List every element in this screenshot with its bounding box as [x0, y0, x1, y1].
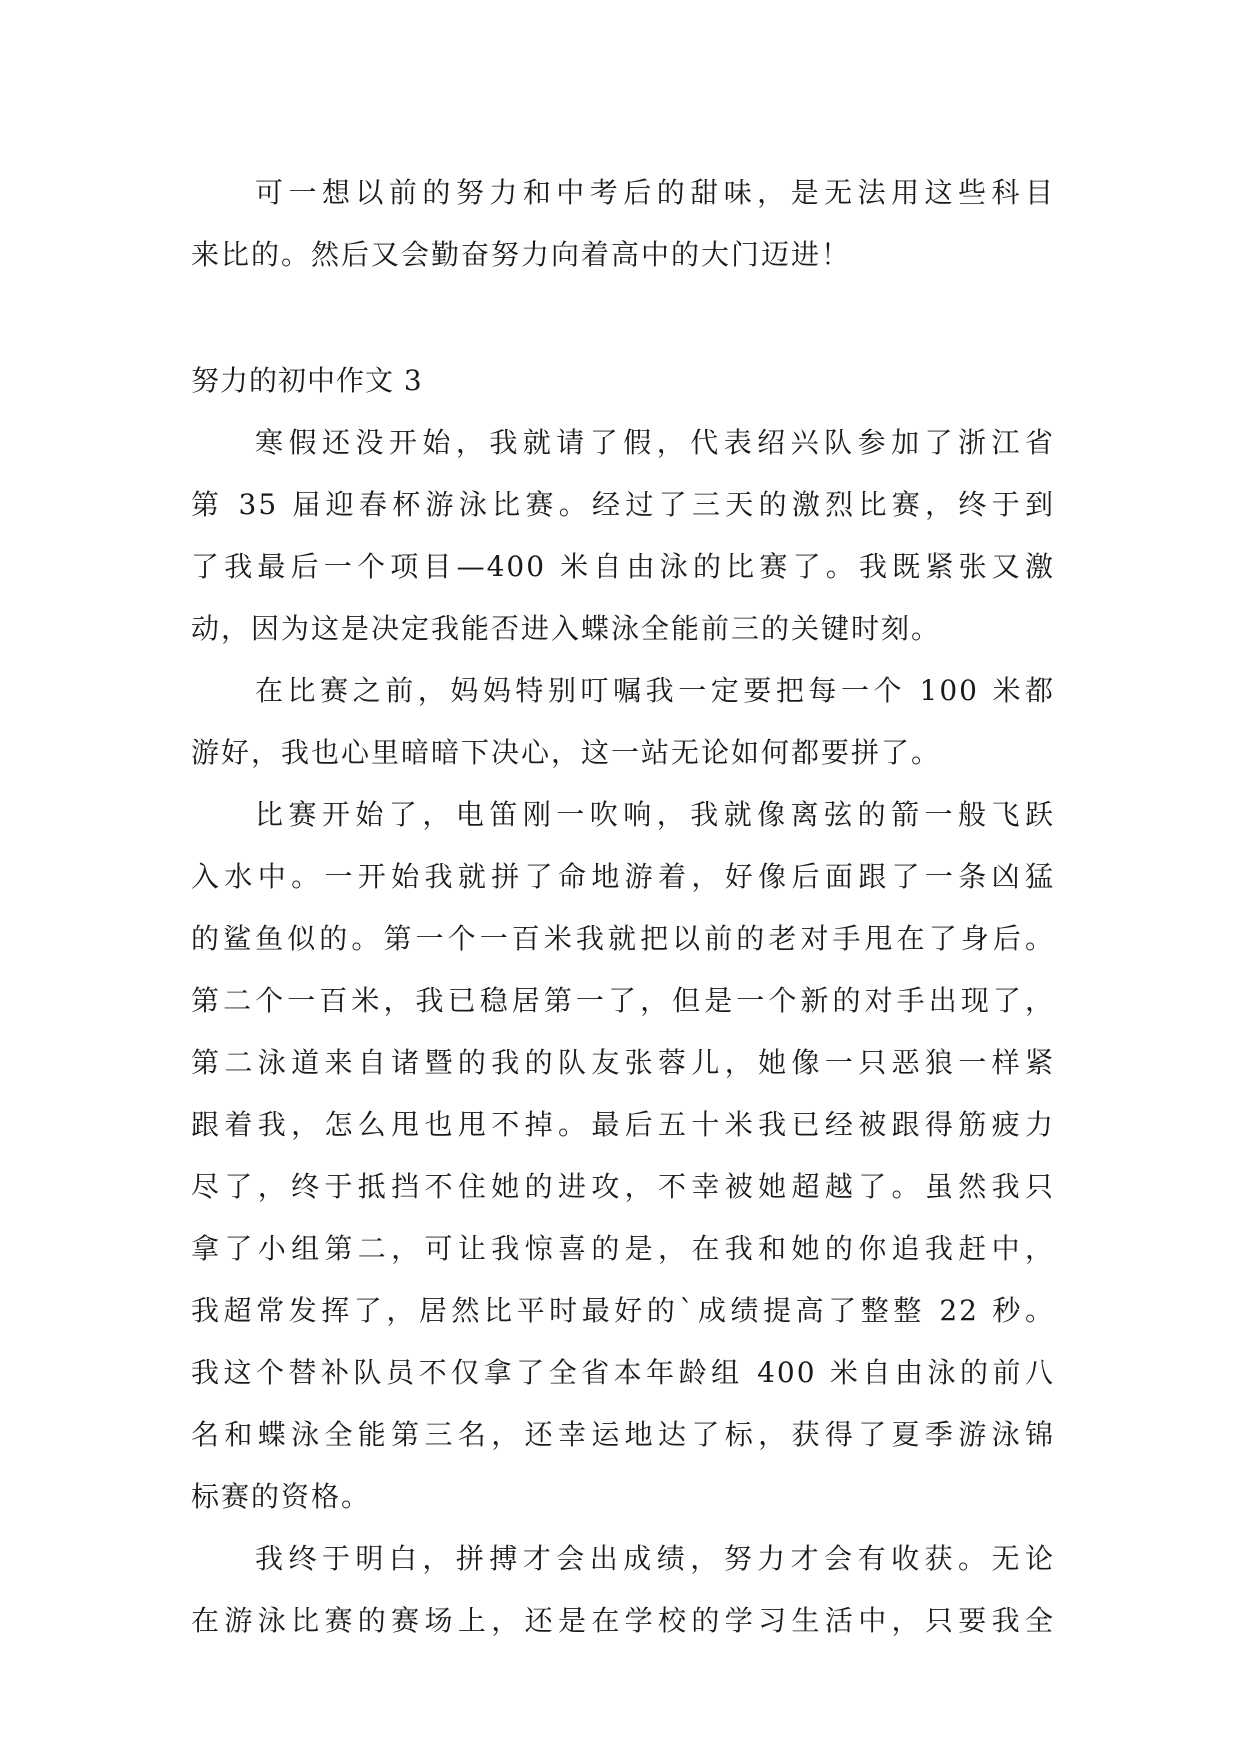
text-line: 在游泳比赛的赛场上，还是在学校的学习生活中，只要我全	[191, 1604, 1055, 1637]
text-line: 可一想以前的努力和中考后的甜味，是无法用这些科目	[255, 176, 1055, 209]
section-heading: 努力的初中作文 3	[191, 364, 423, 397]
text-line: 了我最后一个项目—400 米自由泳的比赛了。我既紧张又激	[191, 550, 1055, 583]
paragraph	[191, 660, 1055, 784]
text-line: 第二泳道来自诸暨的我的队友张蓉儿，她像一只恶狼一样紧	[191, 1046, 1055, 1079]
text-line: 第 35 届迎春杯游泳比赛。经过了三天的激烈比赛，终于到	[191, 488, 1055, 521]
document-body	[191, 162, 1055, 1652]
paragraph	[191, 1528, 1055, 1652]
text-line: 动，因为这是决定我能否进入蝶泳全能前三的关键时刻。	[191, 612, 942, 645]
text-line: 尽了，终于抵挡不住她的进攻，不幸被她超越了。虽然我只	[191, 1170, 1055, 1203]
paragraph	[191, 162, 1055, 286]
text-line: 我这个替补队员不仅拿了全省本年龄组 400 米自由泳的前八	[191, 1356, 1055, 1389]
text-line: 我超常发挥了，居然比平时最好的`成绩提高了整整 22 秒。	[191, 1294, 1055, 1327]
paragraph-gap	[191, 286, 1055, 350]
text-line: 标赛的资格。	[191, 1480, 372, 1513]
text-line: 名和蝶泳全能第三名，还幸运地达了标，获得了夏季游泳锦	[191, 1418, 1055, 1451]
text-line: 来比的。然后又会勤奋努力向着高中的大门迈进！	[191, 238, 852, 271]
text-line: 跟着我，怎么甩也甩不掉。最后五十米我已经被跟得筋疲力	[191, 1108, 1055, 1141]
text-line: 第二个一百米，我已稳居第一了，但是一个新的对手出现了，	[191, 984, 1055, 1017]
text-line: 游好，我也心里暗暗下决心，这一站无论如何都要拼了。	[191, 736, 942, 769]
text-line: 比赛开始了，电笛刚一吹响，我就像离弦的箭一般飞跃	[255, 798, 1055, 831]
text-line: 入水中。一开始我就拼了命地游着，好像后面跟了一条凶猛	[191, 860, 1055, 893]
text-line: 拿了小组第二，可让我惊喜的是，在我和她的你追我赶中，	[191, 1232, 1055, 1265]
text-line: 寒假还没开始，我就请了假，代表绍兴队参加了浙江省	[255, 426, 1055, 459]
text-line: 我终于明白，拼搏才会出成绩，努力才会有收获。无论	[255, 1542, 1055, 1575]
paragraph	[191, 784, 1055, 1528]
paragraph	[191, 412, 1055, 660]
text-line: 在比赛之前，妈妈特别叮嘱我一定要把每一个 100 米都	[255, 674, 1055, 707]
text-line: 的鲨鱼似的。第一个一百米我就把以前的老对手甩在了身后。	[191, 922, 1055, 955]
